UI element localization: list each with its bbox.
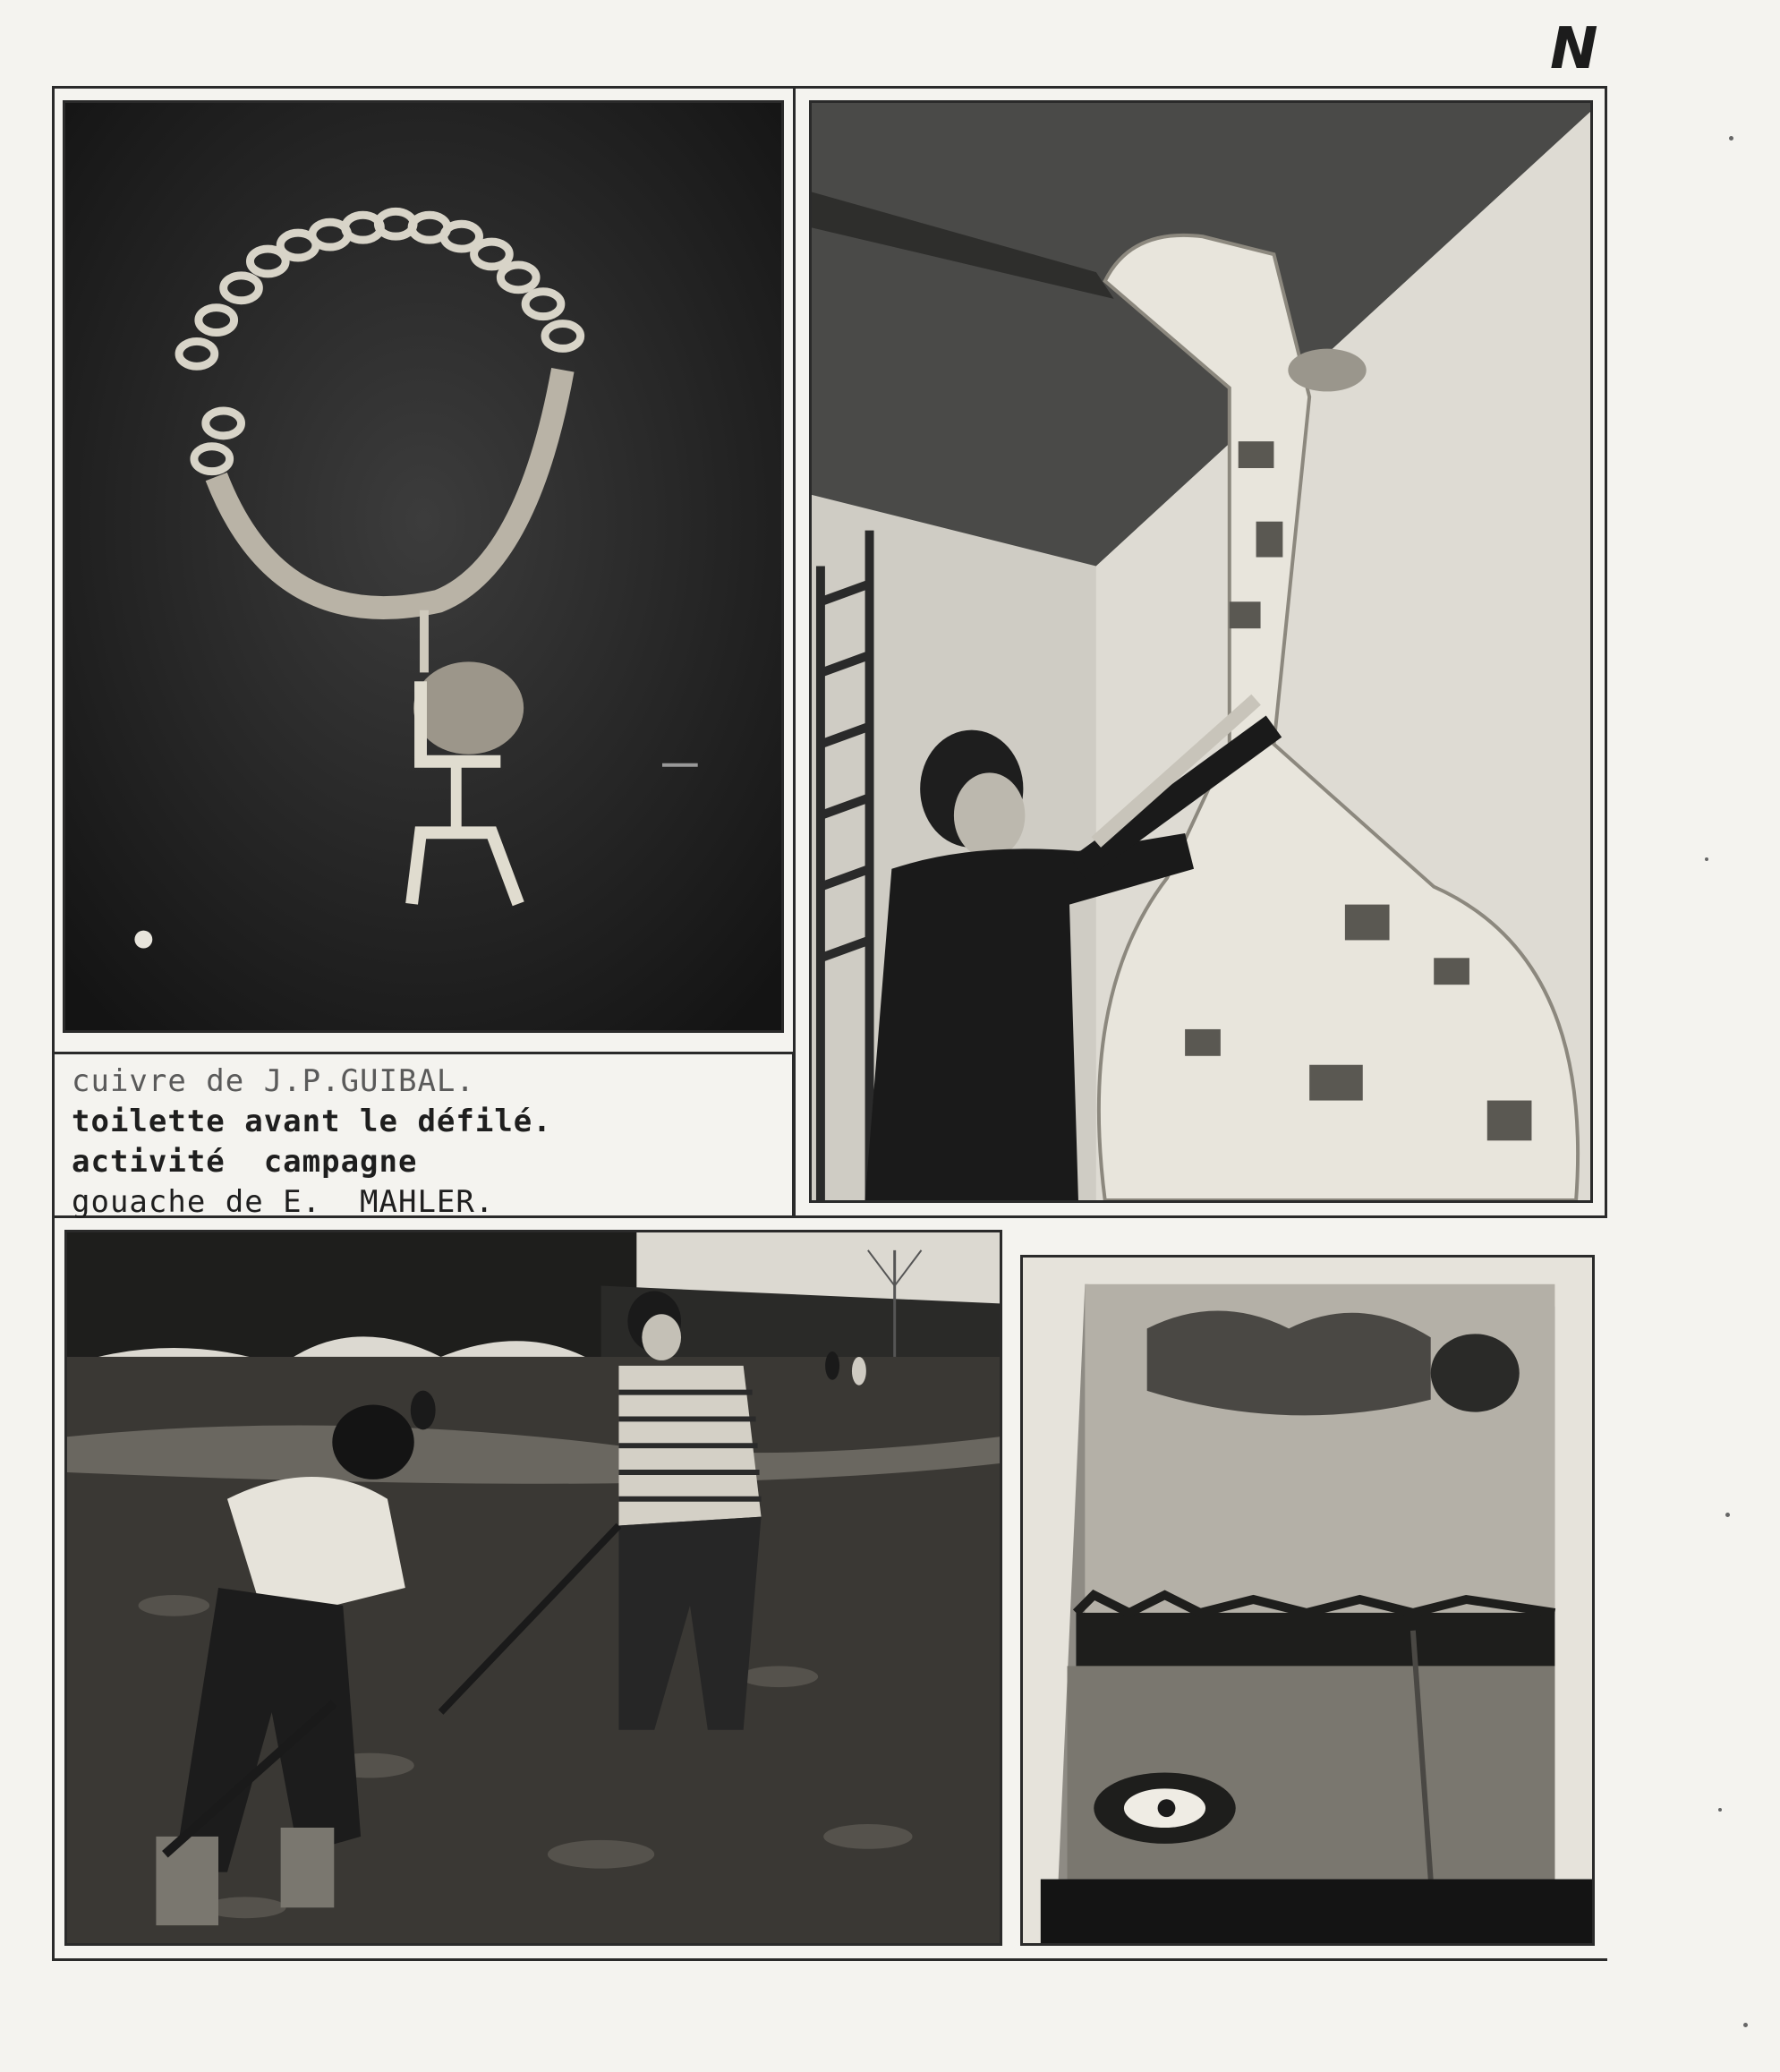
caption-copper: cuivre de J.P.GUIBAL. — [72, 1063, 475, 1099]
caption-field: activité campagne — [72, 1144, 418, 1180]
photo-gouache-painting — [1020, 1255, 1595, 1946]
frame-left-line — [52, 86, 55, 1961]
frame-right-line — [1605, 86, 1607, 1218]
page-speck — [1718, 1808, 1722, 1812]
page-speck — [1743, 2023, 1748, 2027]
page-speck — [1725, 1513, 1730, 1517]
frame-top-line — [52, 86, 1607, 89]
photo-copper-sculpture — [63, 100, 784, 1033]
caption-giraffe: toilette avant le défilé. — [72, 1104, 552, 1139]
photo-giraffe-papier-mache — [809, 100, 1593, 1203]
caption-block — [52, 1052, 795, 1220]
caption-gouache: gouache de E. MAHLER. — [72, 1184, 495, 1220]
page-letter: N — [1550, 16, 1598, 82]
frame-vertical-divider — [793, 86, 796, 1218]
page-speck — [1705, 857, 1708, 861]
frame-bottom-line — [52, 1958, 1607, 1961]
photo-field-work — [64, 1230, 1002, 1946]
page-speck — [1729, 136, 1733, 141]
